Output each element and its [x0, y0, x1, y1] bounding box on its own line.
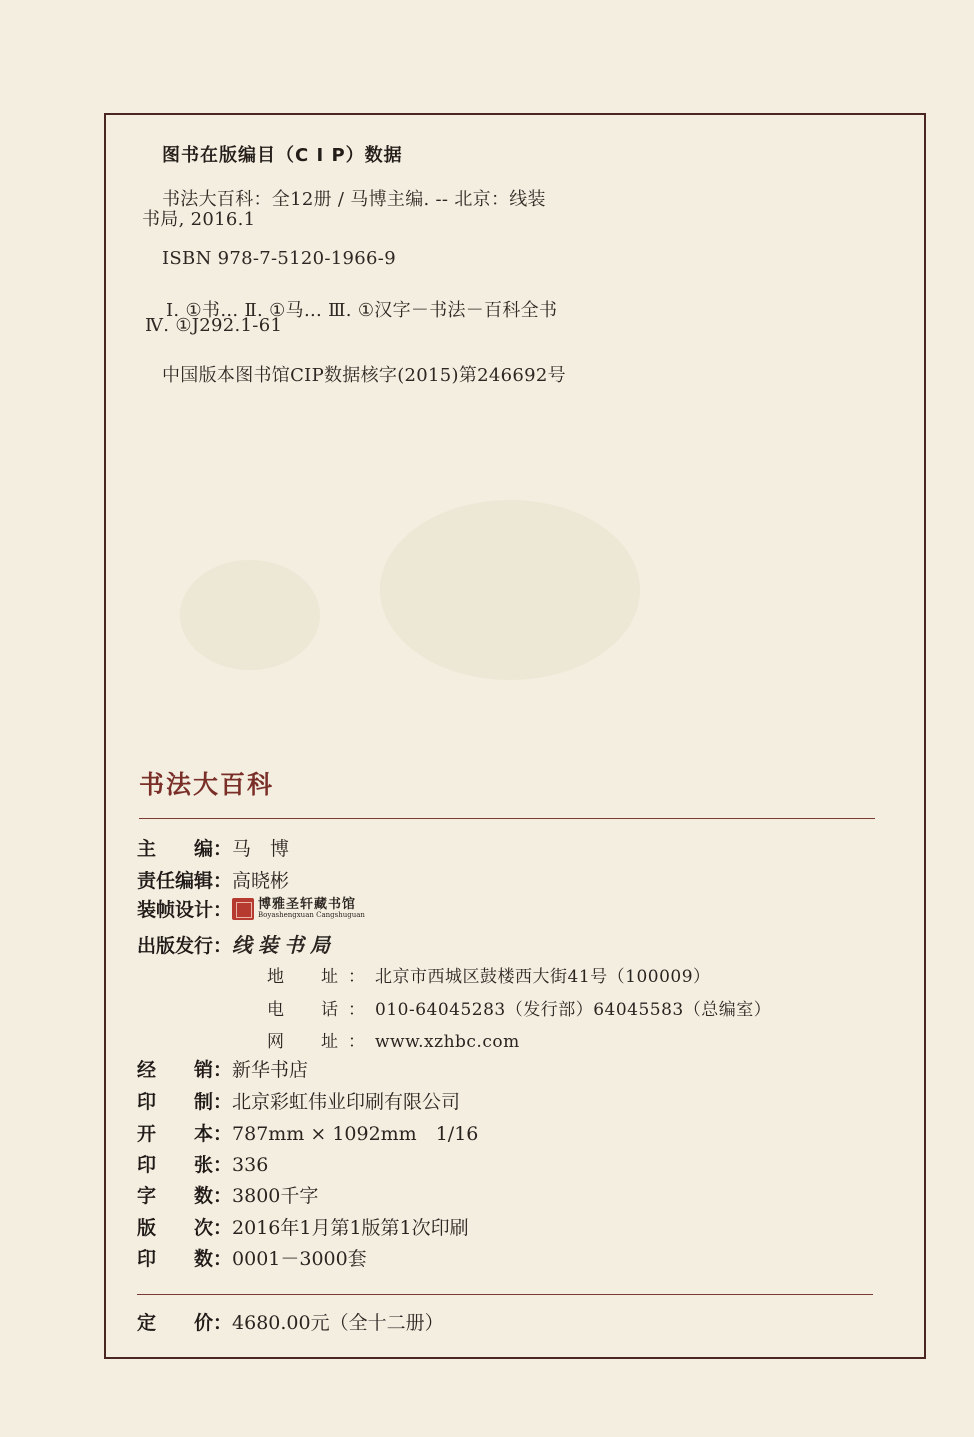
price-row: [137, 1308, 444, 1335]
detail-row-print-run: [137, 1244, 367, 1271]
cip-heading: 图书在版编目（C I P）数据: [162, 145, 403, 166]
detail-value: 2016年1月第1版第1次印刷: [232, 1217, 469, 1239]
editor-label: 主 编：: [137, 838, 233, 860]
design-label: 装帧设计：: [137, 899, 233, 921]
seal-logo: [232, 898, 254, 920]
responsible-editor-label: 责任编辑：: [137, 870, 233, 892]
price-label: 定 价：: [137, 1312, 233, 1334]
designer-name-cn: 博雅圣轩藏书馆: [258, 897, 357, 912]
book-title: 书法大百科: [139, 770, 275, 799]
responsible-editor-value: 高晓彬: [232, 870, 290, 892]
design-row: [137, 895, 365, 922]
responsible-editor-row: [137, 866, 289, 893]
detail-row-distributor: [137, 1055, 308, 1082]
price-divider: [137, 1294, 873, 1295]
detail-row-word-count: [137, 1181, 318, 1208]
cip-isbn: ISBN 978-7-5120-1966-9: [162, 248, 396, 269]
detail-label: 开 本：: [137, 1123, 233, 1145]
publisher-name: 线装书局: [232, 933, 337, 957]
designer-name-en: Boyashengxuan Cangshuguan: [258, 911, 365, 919]
cip-title-line-continued: 书局, 2016.1: [142, 209, 256, 230]
website-value: www.xzhbc.com: [375, 1032, 520, 1052]
address-label: 地 址：: [267, 967, 375, 987]
detail-label: 印 张：: [137, 1154, 233, 1176]
detail-row-sheets: [137, 1150, 268, 1177]
price-value: 4680.00元（全十二册）: [232, 1312, 444, 1334]
detail-label: 印 数：: [137, 1248, 233, 1270]
detail-row-edition: [137, 1213, 469, 1240]
detail-value: 3800千字: [232, 1185, 319, 1207]
cip-classification: Ⅰ. ①书… Ⅱ. ①马… Ⅲ. ①汉字－书法－百科全书: [166, 300, 558, 321]
cip-record-number: 中国版本图书馆CIP数据核字(2015)第246692号: [162, 365, 566, 386]
detail-row-format: [137, 1119, 478, 1146]
address-value: 北京市西城区鼓楼西大街41号（100009）: [375, 967, 711, 987]
editor-row: [137, 834, 289, 861]
detail-row-printer: [137, 1087, 460, 1114]
detail-label: 版 次：: [137, 1217, 233, 1239]
designer-logo-text: [258, 898, 365, 919]
detail-label: 经 销：: [137, 1059, 233, 1081]
title-divider: [139, 818, 875, 819]
detail-value: 336: [232, 1154, 269, 1176]
website-label: 网 址：: [267, 1032, 375, 1052]
detail-value: 北京彩虹伟业印刷有限公司: [232, 1091, 461, 1113]
detail-label: 字 数：: [137, 1185, 233, 1207]
cip-title-line: 书法大百科：全12册 / 马博主编. -- 北京：线装: [162, 189, 546, 210]
detail-value: 0001－3000套: [232, 1248, 367, 1270]
detail-label: 印 制：: [137, 1091, 233, 1113]
detail-value: 新华书店: [232, 1059, 309, 1081]
website-row: [267, 1027, 520, 1052]
cip-classification-continued: Ⅳ. ①J292.1-61: [145, 315, 283, 336]
detail-value: 787mm × 1092mm 1/16: [232, 1123, 479, 1145]
phone-row: [267, 995, 771, 1020]
phone-value: 010-64045283（发行部）64045583（总编室）: [375, 1000, 772, 1020]
publisher-row: [137, 929, 336, 958]
address-row: [267, 962, 711, 987]
editor-value: 马 博: [232, 838, 290, 860]
phone-label: 电 话：: [267, 1000, 375, 1020]
publisher-label: 出版发行：: [137, 935, 233, 957]
